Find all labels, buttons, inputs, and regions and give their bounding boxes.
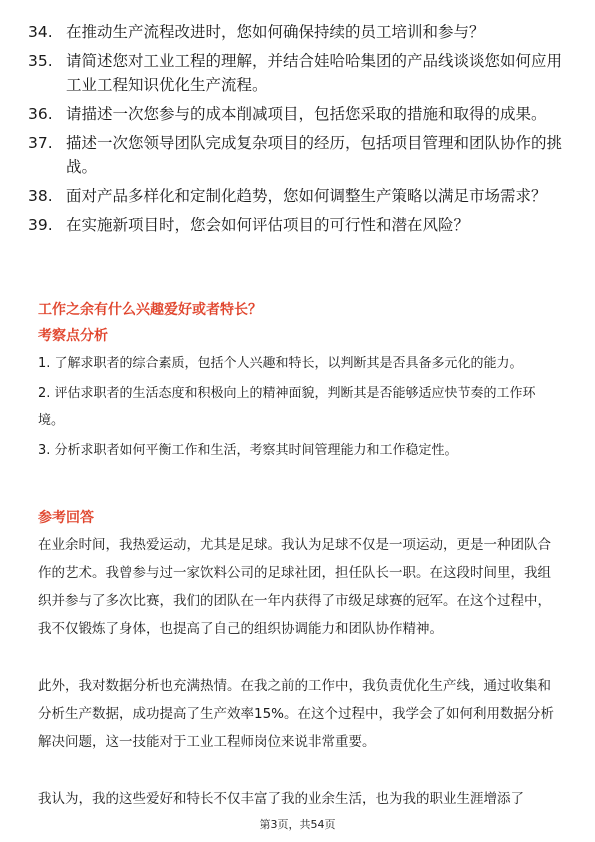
question-text: 在实施新项目时，您会如何评估项目的可行性和潜在风险？ xyxy=(66,216,470,234)
question-number: 39. xyxy=(28,216,53,234)
question-item xyxy=(28,184,568,208)
analysis-item: 2. 评估求职者的生活态度和积极向上的精神面貌，判断其是否能够适应快节奏的工作环境。 xyxy=(38,386,536,428)
question-item xyxy=(28,20,568,44)
question-item xyxy=(28,213,568,237)
analysis-list xyxy=(38,350,560,467)
analysis-heading: 考察点分析 xyxy=(38,328,108,344)
question-item xyxy=(28,102,568,126)
question-text: 请描述一次您参与的成本削减项目，包括您采取的措施和取得的成果。 xyxy=(66,105,547,123)
question-item xyxy=(28,131,568,179)
answer-body xyxy=(38,531,560,842)
question-number: 35. xyxy=(28,52,53,70)
answer-heading: 参考回答 xyxy=(38,510,94,526)
question-number: 37. xyxy=(28,134,53,152)
page-number: 第3页，共54页 xyxy=(259,818,336,831)
analysis-item: 3. 分析求职者如何平衡工作和生活，考察其时间管理能力和工作稳定性。 xyxy=(38,443,458,458)
question-number: 36. xyxy=(28,105,53,123)
answer-paragraph: 我认为，我的这些爱好和特长不仅丰富了我的业余生活，也为我的职业生涯增添了 xyxy=(38,791,524,807)
question-number: 34. xyxy=(28,23,53,41)
analysis-item: 1. 了解求职者的综合素质，包括个人兴趣和特长，以判断其是否具备多元化的能力。 xyxy=(38,356,523,371)
question-text: 请简述您对工业工程的理解，并结合娃哈哈集团的产品线谈谈您如何应用工业工程知识优化生产流程。 xyxy=(66,52,563,94)
question-text: 描述一次您领导团队完成复杂项目的经历，包括项目管理和团队协作的挑战。 xyxy=(66,134,563,176)
section-heading: 工作之余有什么兴趣爱好或者特长？ xyxy=(38,302,262,318)
question-number: 38. xyxy=(28,187,53,205)
question-text: 面对产品多样化和定制化趋势，您如何调整生产策略以满足市场需求？ xyxy=(66,187,547,205)
question-text: 在推动生产流程改进时，您如何确保持续的员工培训和参与？ xyxy=(66,23,485,41)
answer-paragraph: 此外，我对数据分析也充满热情。在我之前的工作中，我负责优化生产线，通过收集和分析生产数据，成功提高了生产效率15%。在这个过程中，我学会了如何利用数据分析解决问题，这一技能对于工业工程师岗位来说非常重要。 xyxy=(38,678,555,750)
question-list xyxy=(28,20,568,242)
question-item xyxy=(28,49,568,97)
answer-paragraph: 在业余时间，我热爱运动，尤其是足球。我认为足球不仅是一项运动，更是一种团队合作的艺术。我曾参与过一家饮料公司的足球社团，担任队长一职。在这段时间里，我组织并参与了多次比赛，我们的团队在一年内获得了市级足球赛的冠军。在这个过程中，我不仅锻炼了身体，也提高了自己的组织协调能力和团队协作精神。 xyxy=(38,537,551,637)
